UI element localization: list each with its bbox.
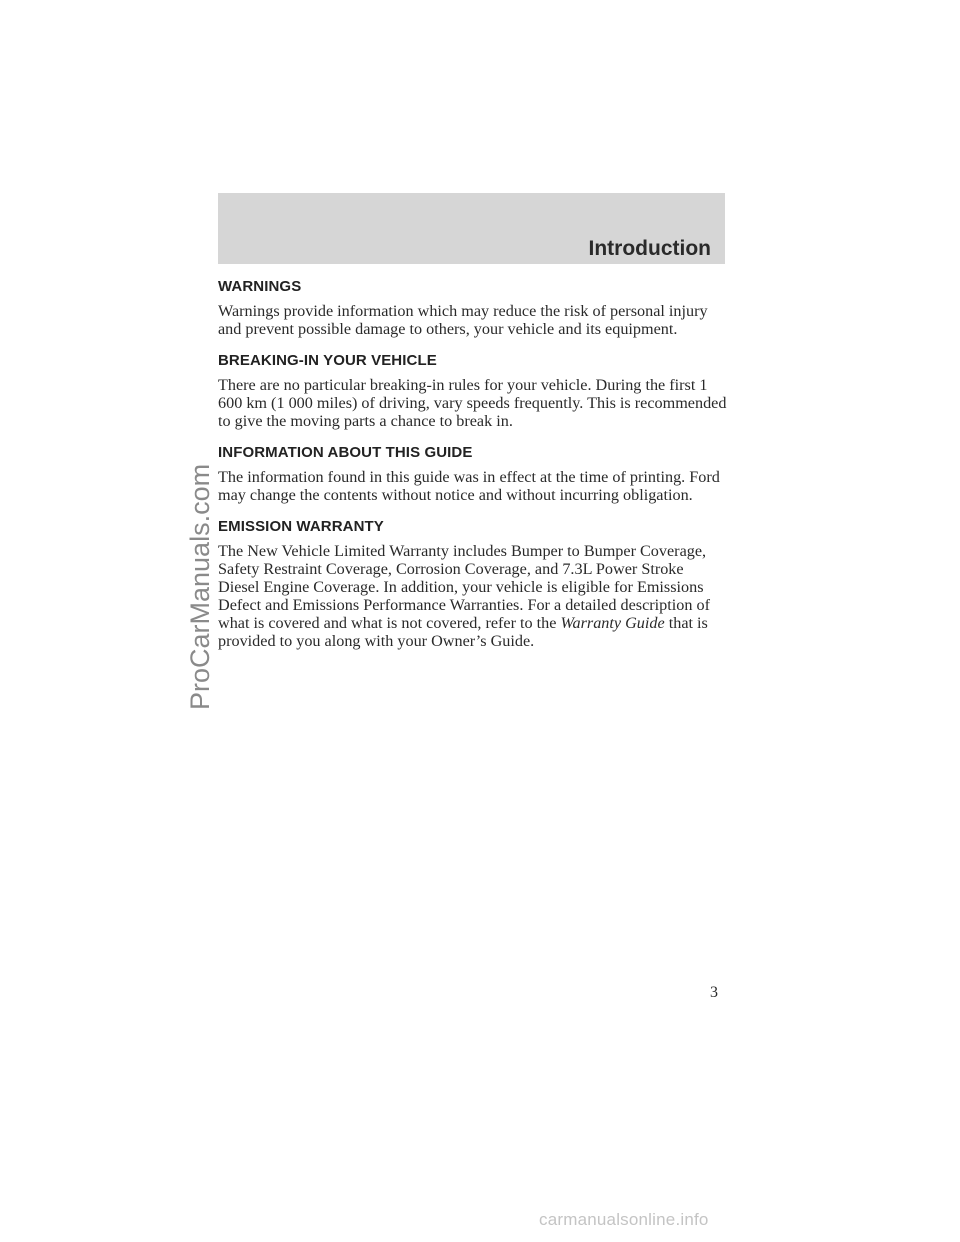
body-text-before: The New Vehicle Limited Warranty includes Bumper to Bumper Coverage, Safety Restraint Coverage, Corrosion Coverage, and 7.3L Power Stroke Diesel Engine Coverage. In addition, your vehicle is eligible for Emissions Defect and Emissions Performance Warranties. For a detailed description of what is covered and what is not covered, refer to the — [218, 542, 710, 632]
section-body: There are no particular breaking-in rules for your vehicle. During the first 1 600 km (1 000 miles) of driving, vary speeds frequently. This is recommended to give the moving parts a chance to break in. — [218, 376, 727, 430]
section-body — [218, 542, 728, 650]
chapter-header — [218, 193, 725, 264]
section-heading: INFORMATION ABOUT THIS GUIDE — [218, 444, 473, 461]
footer-watermark: carmanualsonline.info — [539, 1210, 709, 1229]
warranty-guide-title: Warranty Guide — [560, 614, 665, 632]
body-text-after: that is provided to you along with your Owner’s Guide. — [218, 614, 708, 650]
section-heading: WARNINGS — [218, 278, 302, 295]
chapter-title: Introduction — [588, 237, 711, 260]
section-warnings — [218, 278, 728, 338]
section-heading: BREAKING-IN YOUR VEHICLE — [218, 352, 437, 369]
side-watermark-text: ProCarManuals.com — [185, 463, 215, 710]
page-number: 3 — [710, 984, 718, 1001]
section-body: Warnings provide information which may reduce the risk of personal injury and prevent possible damage to others, your vehicle and its equipment. — [218, 302, 708, 338]
page-content — [218, 278, 728, 664]
section-emission-warranty — [218, 518, 728, 650]
section-heading: EMISSION WARRANTY — [218, 518, 384, 535]
section-guide-info — [218, 444, 728, 504]
section-body: The information found in this guide was in effect at the time of printing. Ford may change the contents without notice and without incurring obligation. — [218, 468, 720, 504]
section-breaking-in — [218, 352, 728, 430]
